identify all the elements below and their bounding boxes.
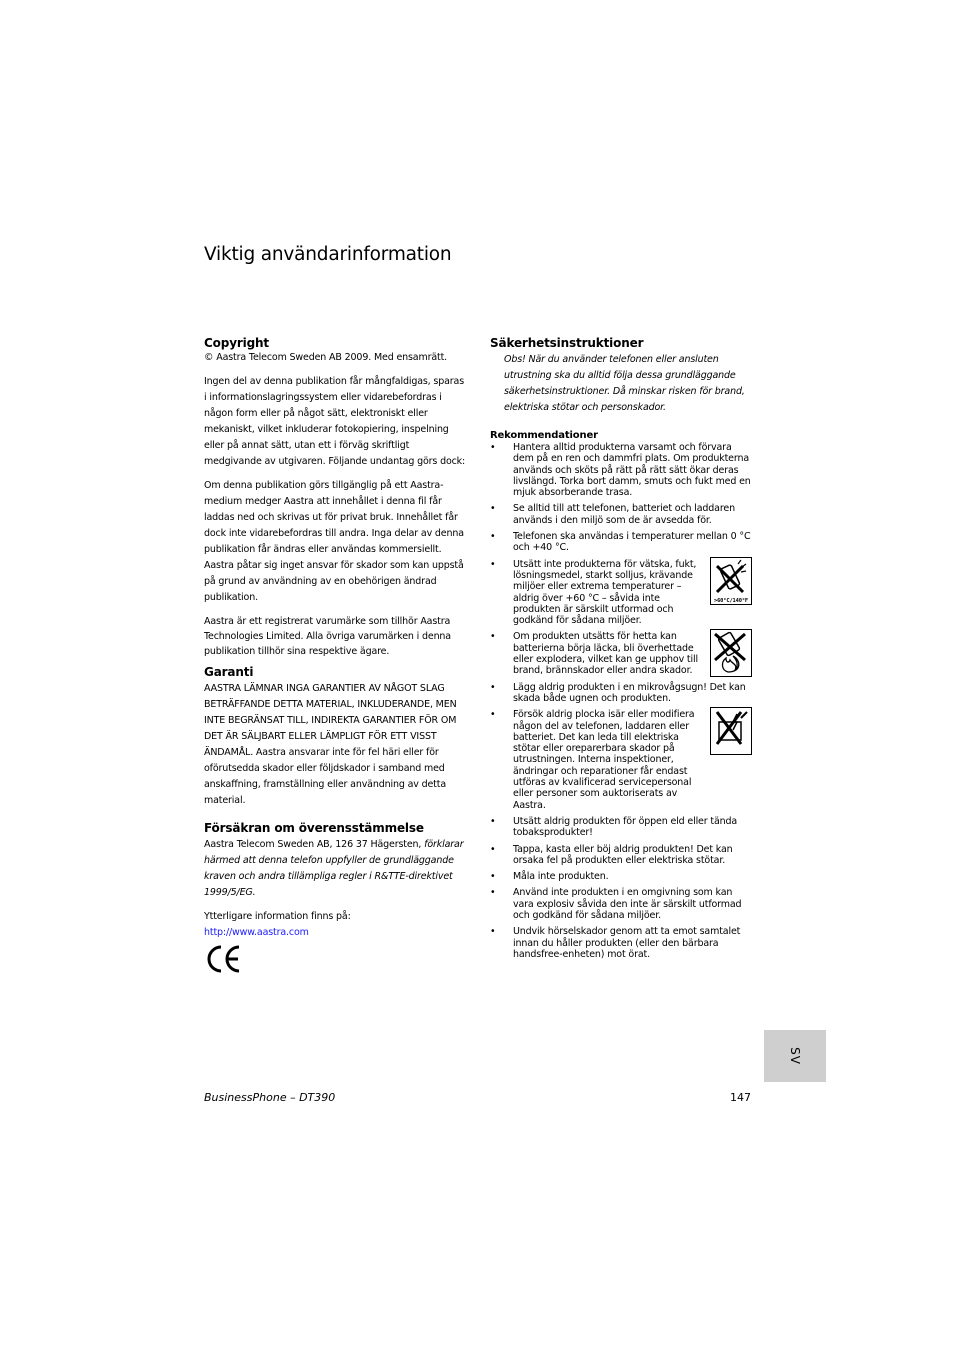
list-item-text: Om produkten utsätts för hetta kan batterierna börja läcka, bli överhettade eller explodera, vilket kan ge upphov till brand, brännskador eller andra skador. [513, 631, 698, 677]
left-column [204, 334, 466, 941]
ce-mark-icon [204, 944, 242, 978]
forsakran-text [204, 837, 466, 901]
forsakran-text-normal: Aastra Telecom Sweden AB, 126 37 Hägersten, [204, 839, 425, 850]
aastra-link[interactable]: http://www.aastra.com [204, 927, 309, 938]
copyright-paragraph-1: Ingen del av denna publikation får mångfaldigas, sparas i informationslagringssystem eller vidarebefordras i någon form eller på något sätt, elektroniskt eller mekaniskt, vilket inkluderar fotokopiering, inspelning eller på annat sätt, utan ett i förväg skriftligt medgivande av utgivaren. Följande undantag görs dock: [204, 376, 466, 467]
list-item-text: Försök aldrig plocka isär eller modifiera någon del av telefonen, laddaren eller batteriet. Det kan leda till elektriska stötar eller oreparerbara skador på utrustningen. Interna inspektioner, ändringar och reparationer får endast utföras av kvalificerad servicepersonal eller personer som auktoriserats av Aastra. [513, 709, 695, 811]
list-item-with-icon [490, 709, 752, 811]
copyright-paragraph-2: Om denna publikation görs tillgänglig på ett Aastra-medium medger Aastra att innehållet i denna fil får laddas ned och skrivas ut för privat bruk. Innehållet får dock inte vidarebefordras till andra. Inga delar av denna publikation får ändras eller användas kommersiellt. Aastra påtar sig inget ansvar för skador som kan uppstå på grund av användning av en obehörigen ändrad publikation. [204, 480, 464, 603]
garanti-heading: Garanti [204, 665, 254, 679]
list-item: • Lägg aldrig produkten i en mikrovågsugn! Det kan skada både ugnen och produkten. [490, 682, 752, 705]
list-item: • Undvik hörselskador genom att ta emot samtalet innan du håller produkten (eller den bärbara handsfree-enheten) mot örat. [490, 926, 752, 960]
list-item: • Använd inte produkten i en omgivning som kan vara explosiv såvida den inte är särskilt utformad och godkänd för sådana miljöer. [490, 887, 752, 921]
copyright-paragraph-3: Aastra är ett registrerat varumärke som tillhör Aastra Technologies Limited. Alla övriga varumärken i denna publikation tillhör sina respektive ägare. [204, 616, 451, 657]
list-item: • Se alltid till att telefonen, batteriet och laddaren används i den miljö som de är avsedda för. [490, 503, 752, 526]
forsakran-heading: Försäkran om överensstämmelse [204, 821, 424, 835]
footer-product: BusinessPhone – DT390 [204, 1091, 336, 1104]
right-column [490, 334, 752, 965]
footer-page-number: 147 [730, 1091, 751, 1104]
temp-label: >60°C/140°F [713, 597, 749, 604]
no-liquid-heat-warning-icon [710, 557, 752, 605]
list-item: • Måla inte produkten. [490, 871, 752, 882]
rekommendationer-heading: Rekommendationer [490, 430, 598, 441]
no-fire-warning-icon [710, 629, 752, 677]
list-item: • Hantera alltid produkterna varsamt och förvara dem på en ren och dammfri plats. Om produkterna används och sköts på rätt på rätt sätt ökar deras livslängd. Torka bort damm, smuts och fukt med en mjuk absorberande trasa. [490, 442, 752, 498]
sakerhet-intro: Obs! När du använder telefonen eller ansluten utrustning ska du alltid följa dessa grundläggande säkerhetsinstruktioner. Då minskar risken för brand, elektriska stötar och personskador. [504, 354, 745, 413]
copyright-heading: Copyright [204, 336, 270, 350]
no-disassemble-warning-icon [710, 707, 752, 755]
forsakran-text-italic: förklarar härmed att denna telefon uppfyller de grundläggande kraven och andra tillämpliga regler i R&TTE-direktivet 1999/5/EG. [204, 839, 464, 898]
page-title: Viktig användarinformation [204, 244, 452, 266]
recommendations-list [490, 442, 752, 960]
language-tab-label: SV [787, 1047, 802, 1065]
copyright-line: © Aastra Telecom Sweden AB 2009. Med ensamrätt. [204, 352, 448, 363]
more-info-text: Ytterligare information finns på: [204, 911, 351, 922]
list-item-with-icon [490, 559, 752, 627]
list-item: • Utsätt aldrig produkten för öppen eld eller tända tobaksprodukter! [490, 816, 752, 839]
garanti-text: AASTRA LÄMNAR INGA GARANTIER AV NÅGOT SLAG BETRÄFFANDE DETTA MATERIAL, INKLUDERANDE, MEN INTE BEGRÄNSAT TILL, INDIREKTA GARANTIER FÖR OM DET ÄR SÄLJBART ELLER LÄMPLIGT FÖR ETT VISST ÄNDAMÅL. Aastra ansvarar inte för fel häri eller för oförutsedda skador eller följdskador i samband med anskaffning, framställning eller användning av detta material. [204, 683, 457, 806]
sakerhet-heading: Säkerhetsinstruktioner [490, 336, 644, 350]
list-item: • Telefonen ska användas i temperaturer mellan 0 °C och +40 °C. [490, 531, 752, 554]
list-item-text: Utsätt inte produkterna för vätska, fukt, lösningsmedel, starkt solljus, krävande miljöer eller extrema temperaturer – aldrig över +60 °C – såvida inte produkten är särskilt utformad och godkänd för sådana miljöer. [513, 558, 697, 627]
list-item: • Tappa, kasta eller böj aldrig produkten! Det kan orsaka fel på produkten eller elektriska stötar. [490, 844, 752, 867]
list-item-with-icon [490, 631, 752, 676]
language-tab [764, 1030, 826, 1082]
